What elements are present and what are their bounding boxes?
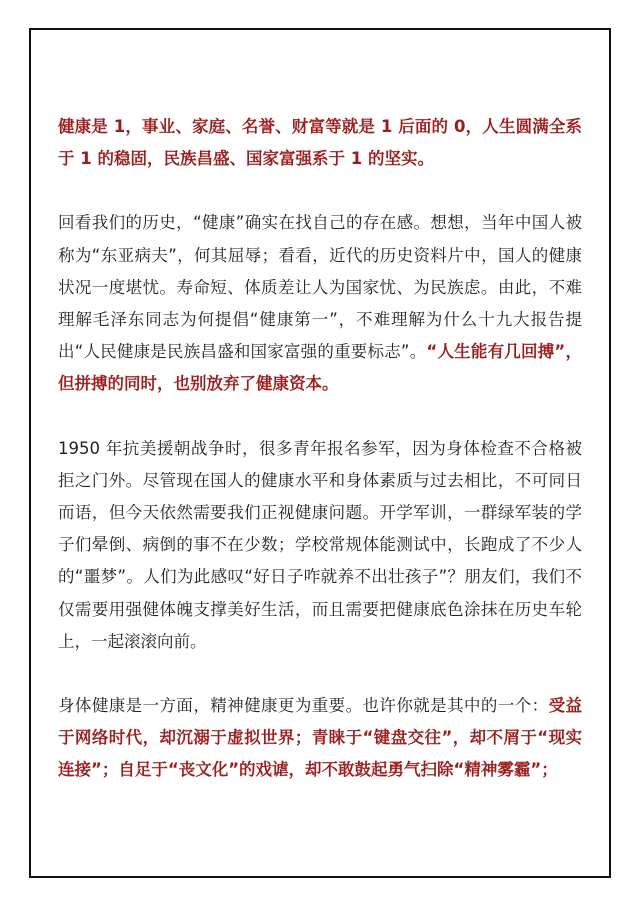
article-body — [58, 111, 582, 819]
paragraph-1950-war — [58, 433, 582, 658]
body-text: 身体健康是一方面，精神健康更为重要。也许你就是其中的一个： — [58, 696, 549, 716]
paragraph-mental-health — [58, 690, 582, 787]
highlighted-text: 受益于网络时代，却沉溺于虚拟世界；青睐于“键盘交往”，却不屑于“现实连接”；自足于“丧文化”的戏谑，却不敢鼓起勇气扫除“精神雾霾”； — [58, 696, 583, 780]
body-text: 1950 年抗美援朝战争时，很多青年报名参军，因为身体检查不合格被拒之门外。尽管现在国人的健康水平和身体素质与过去相比，不可同日而语，但今天依然需要我们正视健康问题。开学军训，一群绿军装的学子们晕倒、病倒的事不在少数；学校常规体能测试中，长跑成了不少人的“噩梦”。人们为此感叹“好日子咋就养不出壮孩子”？朋友们，我们不仅需要用强健体魄支撑美好生活，而且需要把健康底色涂抹在历史车轮上，一起滚滚向前。 — [58, 438, 582, 651]
body-text: 回看我们的历史，“健康”确实在找自己的存在感。想想，当年中国人被称为“东亚病夫”，何其屈辱；看看，近代的历史资料片中，国人的健康状况一度堪忧。寿命短、体质差让人为国家忧、为民族虑。由此，不难理解毛泽东同志为何提倡“健康第一”，不难理解为什么十九大报告提出“人民健康是民族昌盛和国家富强的重要标志”。 — [58, 213, 582, 362]
paragraph-health-is-one — [58, 111, 582, 175]
paragraph-history-review — [58, 207, 582, 400]
highlighted-text: “人生能有几回搏”，但拼搏的同时，也别放弃了健康资本。 — [58, 342, 582, 394]
highlighted-text: 健康是 1，事业、家庭、名誉、财富等就是 1 后面的 0，人生圆满全系于 1 的稳固，民族昌盛、国家富强系于 1 的坚实。 — [58, 117, 582, 169]
